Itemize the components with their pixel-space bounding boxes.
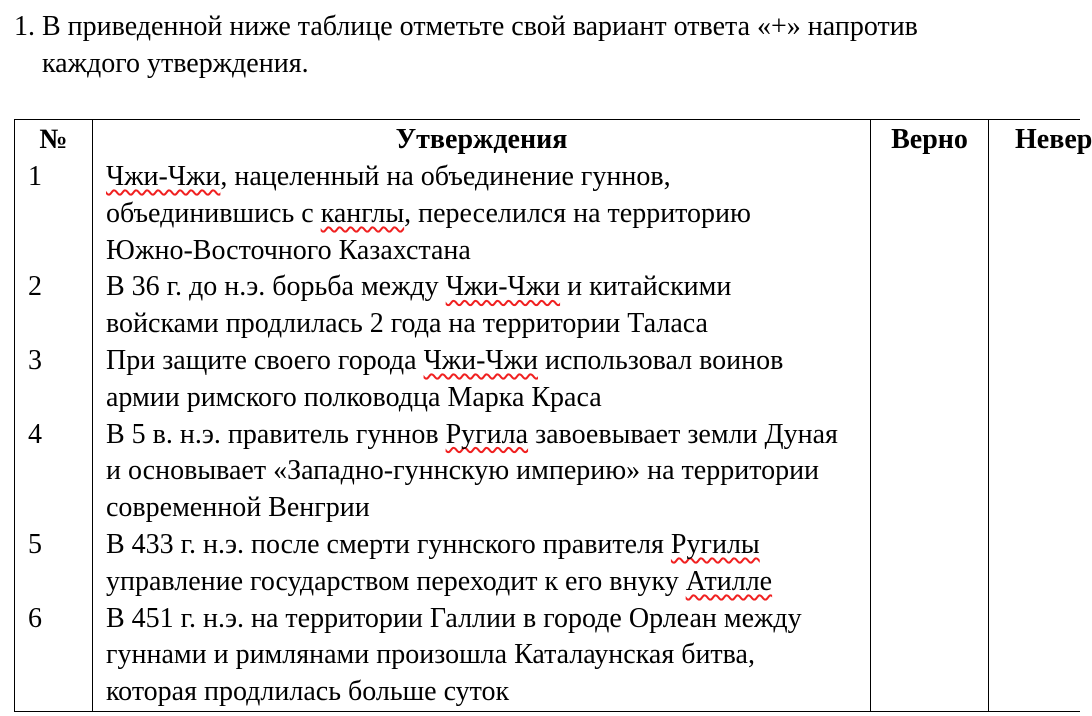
correct-answer-cell[interactable] — [870, 159, 988, 269]
row-number: 3 — [14, 343, 92, 417]
statement-line — [106, 417, 870, 454]
correct-answer-cell[interactable] — [870, 601, 988, 711]
statement-cell — [92, 601, 870, 711]
table-row — [14, 269, 1080, 343]
statement-line — [106, 343, 870, 380]
incorrect-answer-cell[interactable] — [988, 417, 1080, 527]
statement-text: и китайскими — [560, 271, 732, 303]
statement-text: , нацеленный на объединение гуннов, — [220, 161, 671, 192]
statement-line — [106, 490, 870, 527]
row-number: 5 — [14, 527, 92, 601]
correct-answer-cell[interactable] — [870, 343, 988, 417]
statement-text: В 5 в. н.э. правитель гуннов — [106, 418, 446, 450]
row-number: 1 — [14, 159, 92, 269]
statement-cell — [92, 527, 870, 601]
statement-line — [106, 674, 870, 711]
statement-line — [106, 601, 870, 638]
statement-text: управление государством переходит к его внуку — [106, 565, 686, 597]
table-row — [14, 601, 1080, 711]
statement-line — [106, 196, 870, 233]
header-correct: Верно — [870, 120, 988, 159]
statement-text: В 451 г. н.э. на территории Галлии в городе Орлеан между — [106, 602, 802, 634]
spellcheck-flagged-word: Ругила — [445, 418, 529, 450]
statement-text: армии римского полководца Марка Краса — [106, 381, 602, 413]
correct-answer-cell[interactable] — [870, 417, 988, 527]
statement-text: , переселился на территорию — [404, 197, 751, 229]
question-text-line: каждого утверждения. — [42, 47, 309, 79]
spellcheck-flagged-word: Ругилы — [670, 528, 760, 560]
spellcheck-flagged-word: канглы — [320, 197, 405, 229]
statement-text: При защите своего города — [106, 344, 424, 376]
statement-cell — [92, 269, 870, 343]
correct-answer-cell[interactable] — [870, 269, 988, 343]
row-number: 6 — [14, 601, 92, 711]
question-text-line: В приведенной ниже таблице отметьте свой вариант ответа «+» напротив — [42, 11, 918, 42]
spellcheck-flagged-word: Чжи-Чжи — [106, 161, 221, 192]
table-row — [14, 527, 1080, 601]
statement-cell — [92, 417, 870, 527]
incorrect-answer-cell[interactable] — [988, 269, 1080, 343]
table-row — [14, 159, 1080, 269]
spellcheck-flagged-word: Чжи-Чжи — [445, 271, 561, 303]
row-number: 2 — [14, 269, 92, 343]
incorrect-answer-cell[interactable] — [988, 527, 1080, 601]
statement-text: Южно-Восточного Казахстана — [106, 234, 471, 266]
statement-line — [106, 159, 870, 196]
statement-line — [106, 564, 870, 601]
table-row — [14, 417, 1080, 527]
correct-answer-cell[interactable] — [870, 527, 988, 601]
table-header-row — [14, 120, 1092, 159]
header-incorrect: Невер — [988, 120, 1080, 159]
statement-text: В 433 г. н.э. после смерти гуннского правителя — [106, 528, 671, 560]
statement-text: войсками продлилась 2 года на территории Таласа — [106, 308, 708, 340]
spellcheck-flagged-word: Атилле — [685, 565, 773, 597]
statement-line — [106, 527, 870, 564]
statement-line — [106, 380, 870, 417]
statement-line — [106, 637, 870, 674]
table-row — [14, 343, 1080, 417]
statement-text: В 36 г. до н.э. борьба между — [106, 271, 446, 303]
statement-line — [106, 453, 870, 490]
incorrect-answer-cell[interactable] — [988, 159, 1080, 269]
statement-text: современной Венгрии — [106, 492, 370, 524]
statement-line — [106, 269, 870, 306]
row-number: 4 — [14, 417, 92, 527]
question-heading — [14, 9, 1042, 83]
statement-text: завоевывает земли Дуная — [528, 418, 838, 450]
statement-cell — [92, 159, 870, 269]
question-text — [42, 9, 1042, 83]
statement-cell — [92, 343, 870, 417]
statement-text: которая продлилась больше суток — [106, 676, 510, 708]
statement-line — [106, 306, 870, 343]
question-number: 1. — [14, 11, 35, 42]
answer-table — [14, 119, 1092, 712]
header-number: № — [14, 120, 92, 159]
statement-line — [106, 233, 870, 270]
statement-text: гуннами и римлянами произошла Каталаунская битва, — [106, 639, 755, 671]
statement-text: объединившись с — [106, 197, 321, 229]
header-statement: Утверждения — [92, 120, 870, 159]
incorrect-answer-cell[interactable] — [988, 343, 1080, 417]
incorrect-answer-cell[interactable] — [988, 601, 1080, 711]
statement-text: использовал воинов — [537, 344, 784, 376]
statement-text: и основывает «Западно-гуннскую империю» на территории — [106, 455, 820, 487]
spellcheck-flagged-word: Чжи-Чжи — [423, 344, 538, 376]
